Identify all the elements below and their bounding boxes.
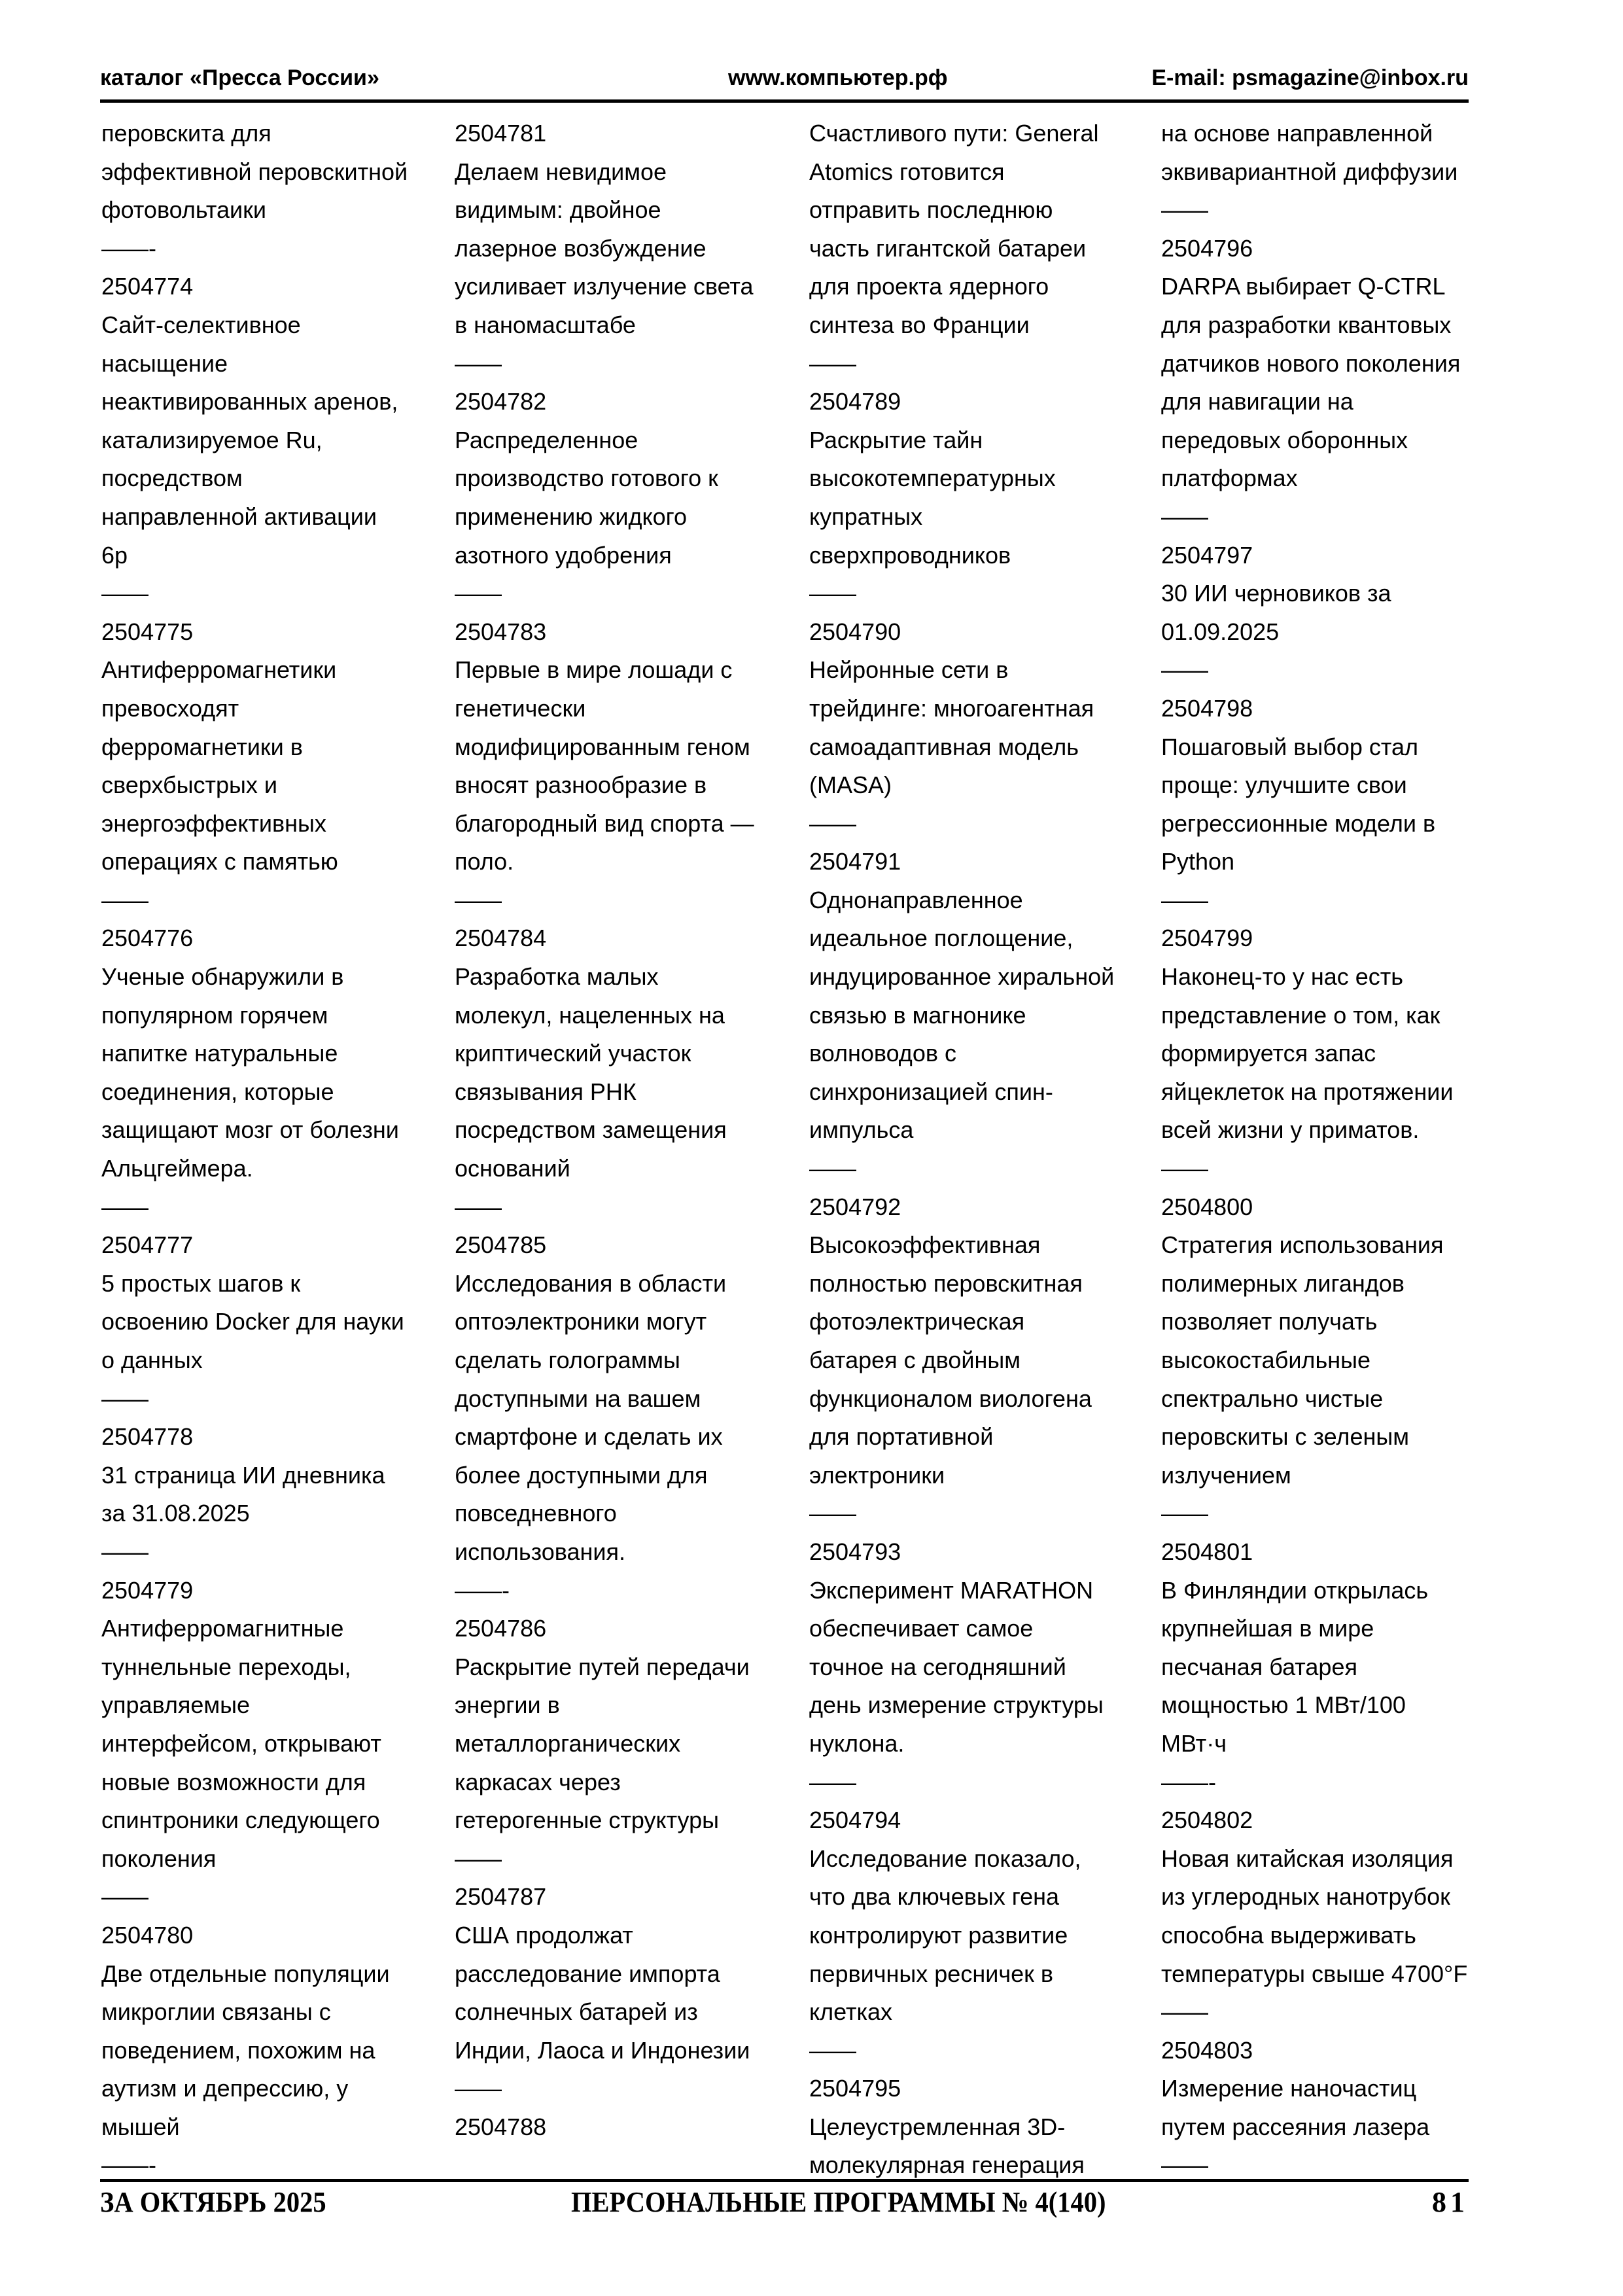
text-line: Исследования в области	[455, 1269, 727, 1297]
article-id: 2504782	[455, 388, 547, 415]
text-line: Исследование показало,	[809, 1845, 1081, 1872]
text-line: использования.	[455, 1538, 625, 1565]
text-line: Индии, Лаоса и Индонезии	[455, 2036, 750, 2064]
text-line: эквивариантной диффузии	[1161, 158, 1458, 185]
text-line: Сайт-селективное	[101, 311, 301, 338]
text-line: часть гигантской батареи	[809, 234, 1087, 262]
article-id: 2504802	[1161, 1807, 1253, 1834]
text-line: для навигации на	[1161, 388, 1353, 415]
separator: ——	[809, 1155, 856, 1182]
separator: ——	[809, 1500, 856, 1527]
text-line: Стратегия использования	[1161, 1231, 1444, 1259]
article-id: 2504792	[809, 1193, 901, 1220]
text-line: 6р	[101, 541, 128, 569]
separator: ——	[101, 1385, 148, 1412]
text-line: формируется запас	[1161, 1040, 1376, 1067]
text-line: фотоэлектрическая	[809, 1308, 1025, 1335]
text-line: на основе направленной	[1161, 120, 1433, 147]
article-id: 2504801	[1161, 1538, 1253, 1565]
article-id: 2504780	[101, 1921, 194, 1949]
separator: ——	[101, 1883, 148, 1911]
text-line: 30 ИИ черновиков за	[1161, 580, 1391, 607]
text-line: гетерогенные структуры	[455, 1807, 719, 1834]
text-line: в наномасштабе	[455, 311, 636, 338]
article-id: 2504781	[455, 120, 547, 147]
text-line: 5 простых шагов к	[101, 1269, 301, 1297]
text-line: высокотемпературных	[809, 465, 1056, 492]
text-line: Однонаправленное	[809, 886, 1023, 913]
text-line: освоению Docker для науки	[101, 1308, 404, 1335]
text-line: путем рассеяния лазера	[1161, 2113, 1430, 2140]
article-id: 2504793	[809, 1538, 901, 1565]
text-line: Измерение наночастиц	[1161, 2075, 1417, 2102]
text-line: Atomics готовится	[809, 158, 1005, 185]
text-line: новые возможности для	[101, 1768, 366, 1795]
text-line: идеальное поглощение,	[809, 925, 1073, 952]
text-line: трейдинге: многоагентная	[809, 694, 1094, 722]
text-line: DARPA выбирает Q-CTRL	[1161, 273, 1446, 300]
text-line: доступными на вашем	[455, 1385, 701, 1412]
text-line: волноводов с	[809, 1040, 956, 1067]
text-line: представление о том, как	[1161, 1001, 1440, 1029]
article-id: 2504798	[1161, 694, 1253, 722]
text-line: яйцеклеток на протяжении	[1161, 1078, 1454, 1105]
article-id: 2504790	[809, 618, 901, 645]
text-line: для разработки квантовых	[1161, 311, 1452, 338]
separator: ——	[809, 580, 856, 607]
text-line: Раскрытие тайн	[809, 426, 983, 453]
separator: ——	[455, 2075, 502, 2102]
text-line: излучением	[1161, 1461, 1291, 1489]
text-line: проще: улучшите свои	[1161, 771, 1407, 799]
text-line: МВт·ч	[1161, 1729, 1227, 1757]
separator: ——	[455, 580, 502, 607]
text-line: нуклона.	[809, 1729, 905, 1757]
text-line: всей жизни у приматов.	[1161, 1116, 1420, 1144]
text-line: производство готового к	[455, 465, 718, 492]
text-line: обеспечивает самое	[809, 1615, 1034, 1642]
text-column-1	[101, 115, 448, 2185]
text-line: защищают мозг от болезни	[101, 1116, 399, 1144]
separator: ——	[1161, 886, 1208, 913]
text-line: Счастливого пути: General	[809, 120, 1099, 147]
text-line: каркасах через	[455, 1768, 621, 1795]
text-line: спектрально чистые	[1161, 1385, 1384, 1412]
text-line: Новая китайская изоляция	[1161, 1845, 1454, 1872]
text-line: соединения, которые	[101, 1078, 334, 1105]
separator: ——	[1161, 196, 1208, 224]
separator: ——	[455, 349, 502, 377]
separator: ——-	[455, 1576, 510, 1604]
separator: ——	[1161, 2151, 1208, 2179]
article-id: 2504785	[455, 1231, 547, 1259]
footer-rule	[100, 2179, 1469, 2182]
page-footer	[100, 2185, 1469, 2225]
text-line: за 31.08.2025	[101, 1500, 250, 1527]
text-line: батарея с двойным	[809, 1347, 1021, 1373]
text-line: полностью перовскитная	[809, 1269, 1083, 1297]
text-line: клетках	[809, 1998, 893, 2026]
article-id: 2504774	[101, 273, 194, 300]
article-id: 2504777	[101, 1231, 194, 1259]
page-number: 81	[1432, 2186, 1469, 2218]
text-line: аутизм и депрессию, у	[101, 2075, 349, 2102]
article-id: 2504796	[1161, 234, 1253, 262]
text-line: спинтроники следующего	[101, 1807, 380, 1834]
text-line: передовых оборонных	[1161, 426, 1408, 453]
text-line: оснований	[455, 1155, 570, 1182]
separator: ——	[809, 2036, 856, 2064]
text-line: Эксперимент MARATHON	[809, 1576, 1094, 1604]
text-line: молекулярная генерация	[809, 2151, 1085, 2179]
text-line: 01.09.2025	[1161, 618, 1280, 645]
text-line: направленной активации	[101, 503, 377, 530]
footer-magazine-title: ПЕРСОНАЛЬНЫЕ ПРОГРАММЫ № 4(140)	[571, 2186, 1106, 2218]
separator: ——	[809, 349, 856, 377]
text-line: точное на сегодняшний	[809, 1653, 1066, 1680]
text-line: фотовольтаики	[101, 196, 266, 224]
text-line: день измерение структуры	[809, 1691, 1104, 1719]
text-line: операциях с памятью	[101, 848, 338, 875]
text-line: управляемые	[101, 1691, 251, 1719]
text-line: повседневного	[455, 1500, 617, 1527]
text-line: Распределенное	[455, 426, 638, 453]
text-line: энергии в	[455, 1691, 560, 1719]
text-line: ферромагнетики в	[101, 733, 303, 760]
text-line: Целеустремленная 3D-	[809, 2113, 1066, 2140]
text-line: сверхпроводников	[809, 541, 1011, 569]
text-line: контролируют развитие	[809, 1921, 1068, 1949]
text-line: синхронизацией спин-	[809, 1078, 1053, 1105]
text-line: энергоэффективных	[101, 809, 326, 837]
text-line: вносят разнообразие в	[455, 771, 707, 799]
text-line: солнечных батарей из	[455, 1998, 698, 2026]
text-column-3	[809, 115, 1156, 2185]
text-line: о данных	[101, 1347, 203, 1373]
article-id: 2504794	[809, 1807, 901, 1834]
text-line: насыщение	[101, 349, 228, 377]
text-line: Наконец-то у нас есть	[1161, 963, 1403, 991]
text-line: Антиферромагнетики	[101, 656, 337, 684]
separator: ——-	[1161, 1768, 1216, 1795]
separator: ——	[101, 1193, 148, 1220]
article-id: 2504779	[101, 1576, 194, 1604]
text-line: полимерных лигандов	[1161, 1269, 1405, 1297]
text-line: расследование импорта	[455, 1960, 720, 1987]
text-line: синтеза во Франции	[809, 311, 1030, 338]
text-line: Пошаговый выбор стал	[1161, 733, 1419, 760]
text-line: популярном горячем	[101, 1001, 328, 1029]
text-column-2	[455, 115, 801, 2146]
text-line: усиливает излучение света	[455, 273, 754, 300]
text-line: катализируемое Ru,	[101, 426, 323, 453]
text-line: сверхбыстрых и	[101, 771, 277, 799]
text-line: что два ключевых гена	[809, 1883, 1060, 1911]
article-id: 2504778	[101, 1423, 194, 1451]
text-line: более доступными для	[455, 1461, 708, 1489]
article-id: 2504795	[809, 2075, 901, 2102]
separator: ——-	[101, 234, 156, 262]
text-line: интерфейсом, открывают	[101, 1729, 381, 1757]
text-line: купратных	[809, 503, 923, 530]
article-id: 2504791	[809, 848, 901, 875]
text-line: (MASA)	[809, 771, 892, 799]
text-line: применению жидкого	[455, 503, 688, 530]
text-line: неактивированных аренов,	[101, 388, 398, 415]
separator: ——	[1161, 1500, 1208, 1527]
text-line: отправить последнюю	[809, 196, 1053, 224]
text-line: туннельные переходы,	[101, 1653, 351, 1680]
text-line: для портативной	[809, 1423, 994, 1451]
text-line: индуцированное хиральной	[809, 963, 1115, 991]
separator: ——	[101, 886, 148, 913]
text-line: из углеродных нанотрубок	[1161, 1883, 1450, 1911]
text-line: благородный вид спорта —	[455, 809, 754, 837]
header-catalog: каталог «Пресса России»	[100, 65, 379, 90]
text-line: крупнейшая в мире	[1161, 1615, 1374, 1642]
text-line: поколения	[101, 1845, 217, 1872]
text-line: перовскиты с зеленым	[1161, 1423, 1409, 1451]
separator: ——-	[101, 2151, 156, 2179]
text-line: поло.	[455, 848, 514, 875]
text-line: самоадаптивная модель	[809, 733, 1079, 760]
separator: ——	[1161, 1155, 1208, 1182]
text-line: генетически	[455, 694, 586, 722]
separator: ——	[809, 1768, 856, 1795]
text-line: песчаная батарея	[1161, 1653, 1357, 1680]
text-line: смартфоне и сделать их	[455, 1423, 723, 1451]
page-header	[100, 65, 1469, 97]
text-line: сделать голограммы	[455, 1347, 680, 1373]
article-id: 2504787	[455, 1883, 547, 1911]
header-email: E-mail: psmagazine@inbox.ru	[1151, 65, 1469, 90]
text-line: В Финляндии открылась	[1161, 1576, 1429, 1604]
text-line: для проекта ядерного	[809, 273, 1049, 300]
text-line: мощностью 1 МВт/100	[1161, 1691, 1406, 1719]
text-line: азотного удобрения	[455, 541, 672, 569]
text-line: посредством	[101, 465, 243, 492]
separator: ——	[809, 809, 856, 837]
article-id: 2504783	[455, 618, 547, 645]
header-website: www.компьютер.рф	[728, 65, 948, 90]
text-line: Альцгеймера.	[101, 1155, 253, 1182]
separator: ——	[455, 886, 502, 913]
text-line: Высокоэффективная	[809, 1231, 1041, 1259]
text-line: платформах	[1161, 465, 1298, 492]
text-line: лазерное возбуждение	[455, 234, 707, 262]
text-line: модифицированным геном	[455, 733, 750, 760]
text-line: превосходят	[101, 694, 239, 722]
text-line: высокостабильные	[1161, 1347, 1370, 1373]
text-line: позволяет получать	[1161, 1308, 1378, 1335]
separator: ——	[101, 1538, 148, 1565]
text-line: напитке натуральные	[101, 1040, 338, 1067]
article-id: 2504775	[101, 618, 194, 645]
text-line: регрессионные модели в	[1161, 809, 1436, 837]
text-line: оптоэлектроники могут	[455, 1308, 707, 1335]
article-id: 2504788	[455, 2113, 547, 2140]
text-line: Антиферромагнитные	[101, 1615, 344, 1642]
text-line: 31 страница ИИ дневника	[101, 1461, 385, 1489]
text-line: Разработка малых	[455, 963, 659, 991]
text-line: молекул, нацеленных на	[455, 1001, 725, 1029]
separator: ——	[455, 1193, 502, 1220]
separator: ——	[101, 580, 148, 607]
text-line: перовскита для	[101, 120, 271, 147]
text-line: металлорганических	[455, 1729, 681, 1757]
text-line: способна выдерживать	[1161, 1921, 1416, 1949]
text-line: Первые в мире лошади с	[455, 656, 733, 684]
text-line: Ученые обнаружили в	[101, 963, 344, 991]
text-line: криптический участок	[455, 1040, 691, 1067]
text-line: первичных ресничек в	[809, 1960, 1053, 1987]
separator: ——	[455, 1845, 502, 1872]
article-id: 2504799	[1161, 925, 1253, 952]
article-id: 2504784	[455, 925, 547, 952]
text-column-4	[1161, 115, 1508, 2185]
text-line: Раскрытие путей передачи	[455, 1653, 750, 1680]
article-id: 2504786	[455, 1615, 547, 1642]
text-line: датчиков нового поколения	[1161, 349, 1461, 377]
article-id: 2504776	[101, 925, 194, 952]
separator: ——	[1161, 503, 1208, 530]
text-line: температуры свыше 4700°F	[1161, 1960, 1468, 1987]
article-id: 2504800	[1161, 1193, 1253, 1220]
text-line: импульса	[809, 1116, 914, 1144]
text-line: связывания РНК	[455, 1078, 637, 1105]
article-id: 2504797	[1161, 541, 1253, 569]
text-line: Две отдельные популяции	[101, 1960, 390, 1987]
article-id: 2504789	[809, 388, 901, 415]
text-line: США продолжат	[455, 1921, 633, 1949]
separator: ——	[1161, 656, 1208, 684]
text-line: электроники	[809, 1461, 945, 1489]
separator: ——	[1161, 1998, 1208, 2026]
text-line: Делаем невидимое	[455, 158, 667, 185]
text-line: поведением, похожим на	[101, 2036, 375, 2064]
text-line: функционалом виологена	[809, 1385, 1092, 1412]
text-line: видимым: двойное	[455, 196, 661, 224]
header-rule	[100, 99, 1469, 103]
text-line: микроглии связаны с	[101, 1998, 331, 2026]
text-line: посредством замещения	[455, 1116, 727, 1144]
text-line: Нейронные сети в	[809, 656, 1009, 684]
text-line: Python	[1161, 848, 1235, 875]
footer-issue-month: ЗА ОКТЯБРЬ 2025	[100, 2186, 326, 2218]
article-id: 2504803	[1161, 2036, 1253, 2064]
text-line: эффективной перовскитной	[101, 158, 408, 185]
text-line: мышей	[101, 2113, 180, 2140]
text-line: связью в магнонике	[809, 1001, 1026, 1029]
